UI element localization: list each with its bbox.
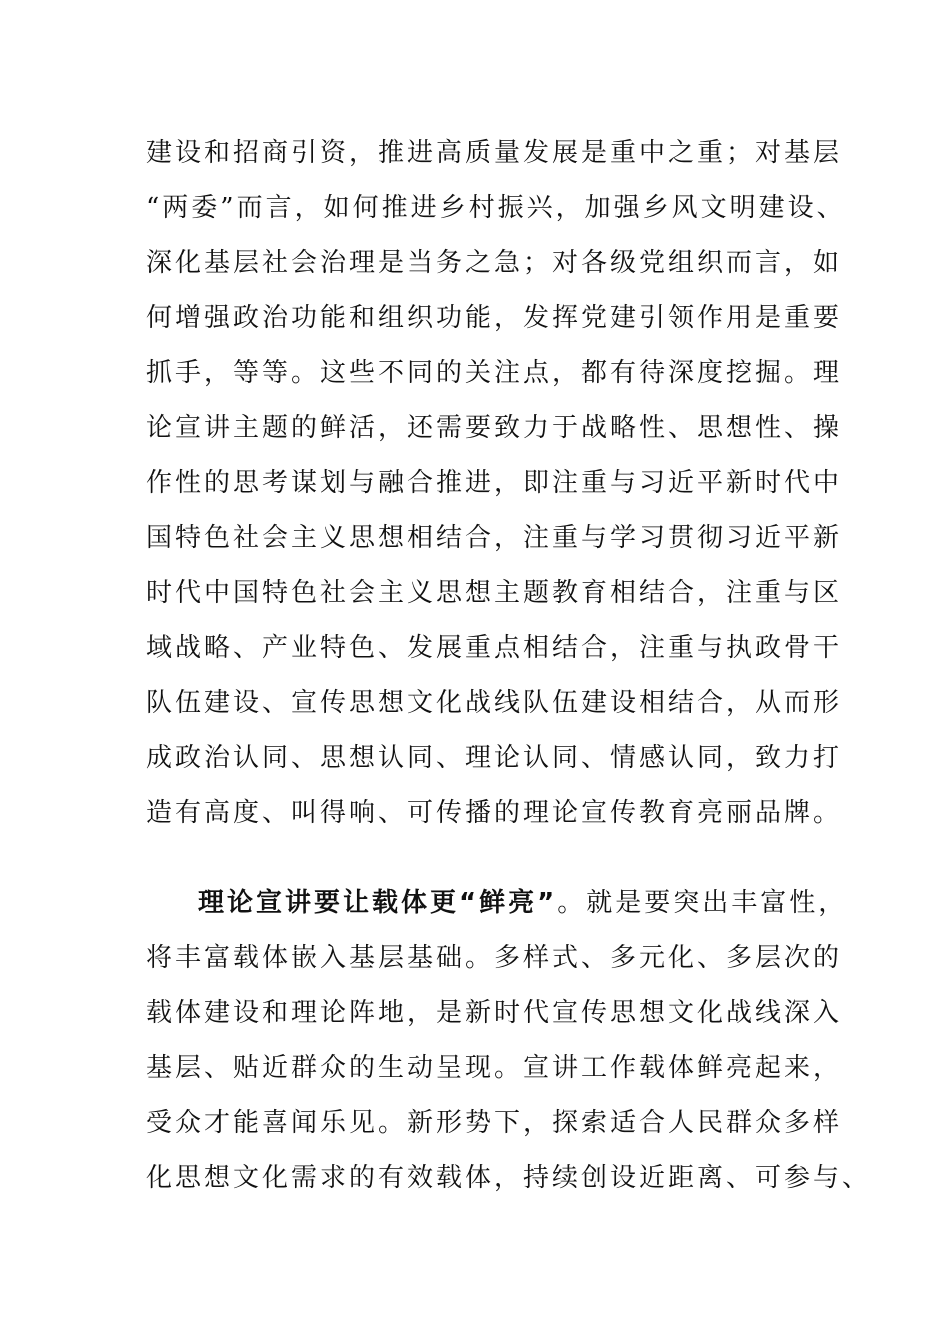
paragraph-line: 域战略、产业特色、发展重点相结合，注重与执政骨干 [146,633,843,663]
paragraph-line: 深化基层社会治理是当务之急；对各级党组织而言，如 [146,248,843,278]
paragraph-line: 建设和招商引资，推进高质量发展是重中之重；对基层 [146,138,843,168]
paragraph-line: 成政治认同、思想认同、理论认同、情感认同，致力打 [146,743,843,773]
paragraph-line: 将丰富载体嵌入基层基础。多样式、多元化、多层次的 [146,943,843,973]
paragraph-line: 论宣讲主题的鲜活，还需要致力于战略性、思想性、操 [146,413,843,443]
paragraph-line: 何增强政治功能和组织功能，发挥党建引领作用是重要 [146,303,843,333]
paragraph-line: 作性的思考谋划与融合推进，即注重与习近平新时代中 [146,468,843,498]
paragraph-line: 国特色社会主义思想相结合，注重与学习贯彻习近平新 [146,523,843,553]
paragraph-line: 基层、贴近群众的生动呈现。宣讲工作载体鲜亮起来， [146,1053,843,1083]
paragraph-line: 载体建设和理论阵地，是新时代宣传思想文化战线深入 [146,998,843,1028]
paragraph-line: 造有高度、叫得响、可传播的理论宣传教育亮丽品牌。 [146,798,843,828]
paragraph-line: 抓手，等等。这些不同的关注点，都有待深度挖掘。理 [146,358,843,388]
paragraph-line: 时代中国特色社会主义思想主题教育相结合，注重与区 [146,578,843,608]
paragraph-line: “两委”而言，如何推进乡村振兴，加强乡风文明建设、 [146,193,846,223]
paragraph-first-line [198,886,847,920]
paragraph-line: 受众才能喜闻乐见。新形势下，探索适合人民群众多样 [146,1108,843,1138]
paragraph-lead-heading: 理论宣讲要让载体更“鲜亮” [198,888,558,918]
paragraph-line: 化思想文化需求的有效载体，持续创设近距离、可参与、 [146,1163,872,1193]
paragraph-line: 队伍建设、宣传思想文化战线队伍建设相结合，从而形 [146,688,843,718]
paragraph-first-line-rest: 。就是要突出丰富性， [557,888,848,918]
